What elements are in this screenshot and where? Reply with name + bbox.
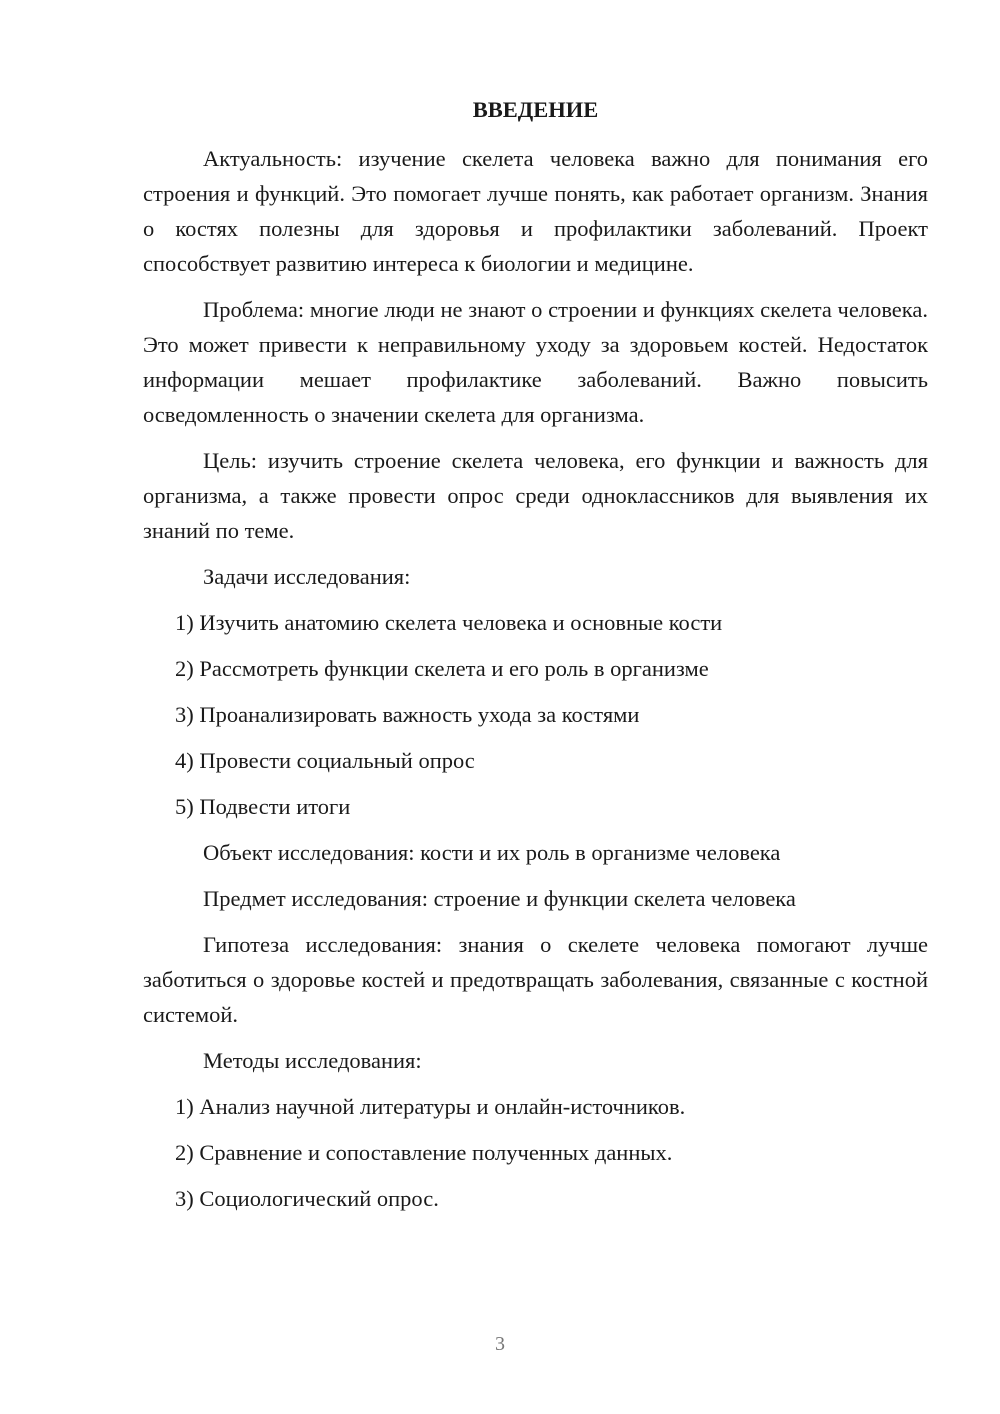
task-item: 3) Проанализировать важность ухода за костями (175, 702, 640, 727)
goal-paragraph: Цель: изучить строение скелета человека, его функции и важность для организма, а также провести опрос среди одноклассников для выявления их знаний по теме. (143, 448, 928, 543)
page-number: 3 (495, 1333, 505, 1355)
task-item: 1) Изучить анатомию скелета человека и основные кости (175, 610, 723, 635)
task-item: 2) Рассмотреть функции скелета и его роль в организме (175, 656, 709, 681)
problem-paragraph: Проблема: многие люди не знают о строении и функциях скелета человека. Это может привести к неправильному уходу за здоровьем костей. Недостаток информации мешает профилактике заболеваний. Важно повысить осведомленность о значении скелета для организма. (143, 297, 928, 427)
method-item: 1) Анализ научной литературы и онлайн-источников. (175, 1094, 686, 1119)
research-subject: Предмет исследования: строение и функции скелета человека (203, 886, 796, 911)
method-item: 3) Социологический опрос. (175, 1186, 439, 1211)
task-item: 4) Провести социальный опрос (175, 748, 475, 773)
relevance-paragraph: Актуальность: изучение скелета человека важно для понимания его строения и функций. Это помогает лучше понять, как работает организм. Знания о костях полезны для здоровья и профилактики заболеваний. Проект способствует развитию интереса к биологии и медицине. (143, 146, 928, 276)
methods-heading: Методы исследования: (203, 1048, 422, 1073)
page-content (143, 92, 928, 1227)
section-title: ВВЕДЕНИЕ (472, 97, 599, 122)
task-item: 5) Подвести итоги (175, 794, 351, 819)
hypothesis-paragraph: Гипотеза исследования: знания о скелете человека помогают лучше заботиться о здоровье костей и предотвращать заболевания, связанные с костной системой. (143, 932, 928, 1027)
research-object: Объект исследования: кости и их роль в организме человека (203, 840, 781, 865)
methods-list (143, 1089, 928, 1216)
tasks-list (143, 605, 928, 824)
tasks-heading: Задачи исследования: (203, 564, 411, 589)
method-item: 2) Сравнение и сопоставление полученных данных. (175, 1140, 673, 1165)
